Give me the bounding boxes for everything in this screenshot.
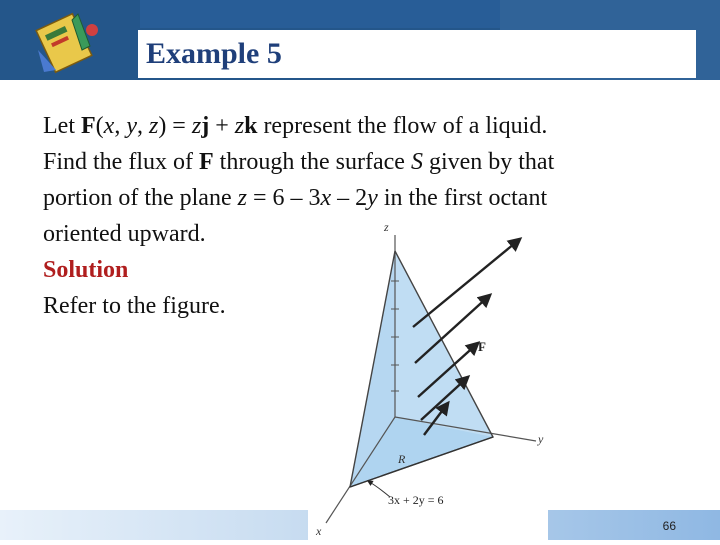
flux-figure	[308, 215, 548, 540]
page-number: 66	[662, 519, 676, 533]
z-axis-label: z	[384, 220, 389, 234]
problem-line-4: oriented upward.	[43, 221, 206, 247]
problem-line-1: Let F(x, y, z) = zj + zk represent the flow of a liquid.	[43, 113, 548, 139]
problem-line-3: portion of the plane z = 6 – 3x – 2y in the first octant	[43, 185, 548, 211]
slide-title: Example 5	[146, 37, 282, 70]
equation-pointer	[368, 481, 390, 497]
y-axis-label: y	[538, 432, 544, 446]
region-r-label: R	[398, 452, 406, 466]
figure-svg	[308, 215, 548, 540]
line-equation-label: 3x + 2y = 6	[388, 493, 444, 507]
problem-line-2: Find the flux of F through the surface S given by that	[43, 149, 555, 175]
x-axis-label: x	[316, 524, 322, 538]
solution-label: Solution	[43, 257, 129, 283]
refer-text: Refer to the figure.	[43, 293, 226, 319]
school-logo-icon	[30, 10, 110, 76]
title-box	[138, 30, 696, 78]
vector-f-label: F	[478, 339, 486, 354]
